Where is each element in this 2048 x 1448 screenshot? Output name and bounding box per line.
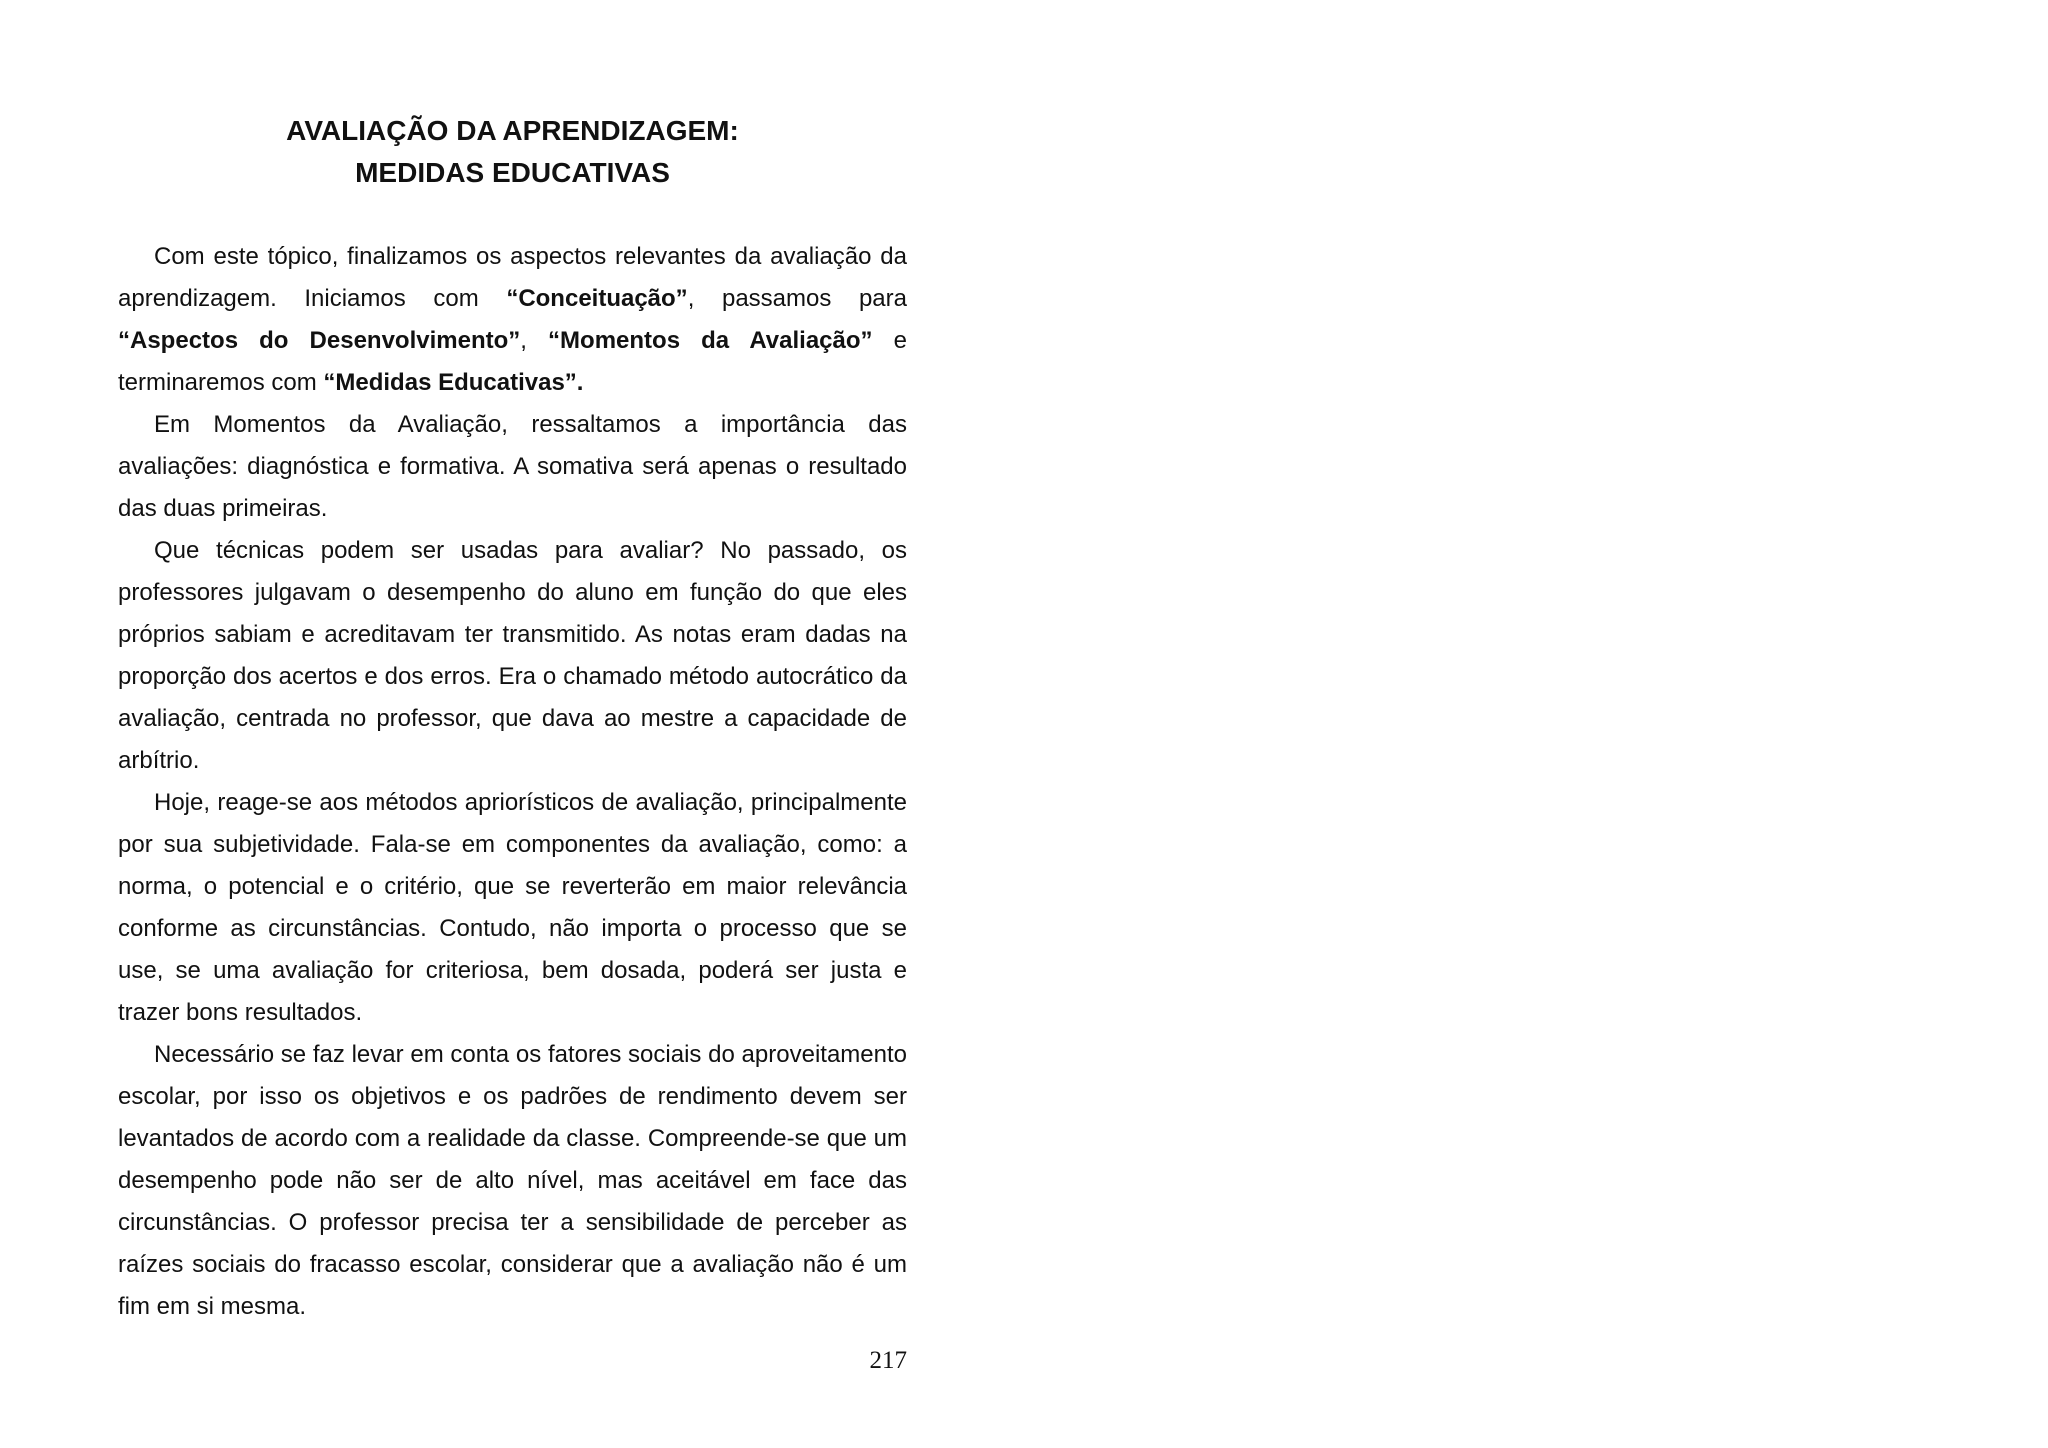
body-text xyxy=(118,236,907,1328)
paragraph-1-bold-medidas: “Medidas Educativas”. xyxy=(323,369,584,396)
paragraph-1-bold-conceituacao: “Conceituação” xyxy=(506,285,688,312)
paragraph-2: Em Momentos da Avaliação, ressaltamos a importância das avaliações: diagnóstica e formativa. A somativa será apenas o resultado das duas primeiras. xyxy=(118,411,907,522)
paragraph-4: Hoje, reage-se aos métodos apriorísticos de avaliação, principalmente por sua subjetividade. Fala-se em componentes da avaliação, como: a norma, o potencial e o critério, que se reverterão em maior relevância conforme as circunstâncias. Contudo, não importa o processo que se use, se uma avaliação for criteriosa, bem dosada, poderá ser justa e trazer bons resultados. xyxy=(118,789,907,1026)
paragraph-3: Que técnicas podem ser usadas para avaliar? No passado, os professores julgavam o desempenho do aluno em função do que eles próprios sabiam e acreditavam ter transmitido. As notas eram dadas na proporção dos acertos e dos erros. Era o chamado método autocrático da avaliação, centrada no professor, que dava ao mestre a capacidade de arbítrio. xyxy=(118,537,907,774)
page-content xyxy=(118,110,907,1328)
paragraph-1-bold-momentos: “Momentos da Avaliação” xyxy=(548,327,873,354)
paragraph-1-text-3: , xyxy=(520,327,549,354)
paragraph-1-bold-aspectos: “Aspectos do Desenvolvimento” xyxy=(118,327,521,354)
paragraph-1-text-2: , passamos para xyxy=(687,285,907,312)
paragraph-1-text-4: e terminaremos com xyxy=(118,327,907,396)
paragraph-1-text-1: Com este tópico, finalizamos os aspectos relevantes da avaliação da aprendizagem. Iniciamos com xyxy=(118,243,907,312)
chapter-title xyxy=(118,110,907,194)
chapter-title-line-2: MEDIDAS EDUCATIVAS xyxy=(355,157,670,188)
paragraph-1 xyxy=(118,236,907,404)
chapter-title-line-1: AVALIAÇÃO DA APRENDIZAGEM: xyxy=(286,115,739,146)
page-number: 217 xyxy=(869,1347,907,1374)
paragraph-5: Necessário se faz levar em conta os fatores sociais do aproveitamento escolar, por isso os objetivos e os padrões de rendimento devem ser levantados de acordo com a realidade da classe. Compreende-se que um desempenho pode não ser de alto nível, mas aceitável em face das circunstâncias. O professor precisa ter a sensibilidade de perceber as raízes sociais do fracasso escolar, considerar que a avaliação não é um fim em si mesma. xyxy=(118,1041,907,1320)
